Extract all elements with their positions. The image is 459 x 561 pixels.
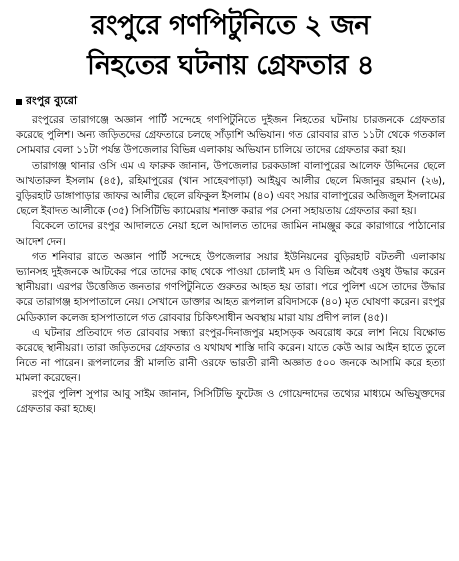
dateline (16, 92, 445, 111)
article-paragraph: তারাগঞ্জ থানার ওসি এম এ ফারুক জানান, উপজেলার চরকডাঙ্গা বালাপুরের আলেফ উদ্দিনের ছেলে আখতারুল ইসলাম (৪৫), রহিমাপুরের (খান সাহেবপাড়া) আইয়ুব আলীর ছেলে মিজানুর রহমান (২৬), বুড়িরহাট ডাঙ্গাপাড়ার জাফর আলীর ছেলে রফিকুল ইসলাম (৪০) এবং সয়ার বালাপুরের অজিজুল ইসলামের ছেলে ইবাদত আলীকে (৩৫) সিসিটিভি ক্যামেরায় শনাক্ত করার পর সেনা সহায়তায় গ্রেফতার করা হয়। (16, 159, 445, 218)
article-body (16, 113, 445, 417)
article-paragraph: রংপুর পুলিশ সুপার আবু সাইম জানান, সিসিটিভি ফুটেজ ও গোয়েন্দাদের তথ্যের মাধ্যমে অভিযুক্তদের গ্রেফতার করা হচ্ছে। (16, 387, 445, 415)
headline-line-2: নিহতের ঘটনায় গ্রেফতার ৪ (87, 50, 374, 81)
article-paragraph: বিকেলে তাদের রংপুর আদালতে নেয়া হলে আদালত তাদের জামিন নামঞ্জুর করে কারাগারে পাঠানোর আদেশ দেন। (16, 220, 445, 248)
article-paragraph: রংপুরের তারাগঞ্জে অজ্ঞান পার্টি সন্দেহে গণপিটুনিতে দুইজন নিহতের ঘটনায় চারজনকে গ্রেফতার করেছে পুলিশ। অন্য জড়িতদের গ্রেফতারে চলছে সাঁড়াশি অভিযান। গত রোববার রাত ১১টা থেকে গতকাল সোমবার বেলা ১১টা পর্যন্ত উপজেলার বিভিন্ন এলাকায় অভিযান চালিয়ে তাদের গ্রেফতার করা হয়। (16, 114, 445, 157)
dateline-text: রংপুর ব্যুরো (26, 94, 78, 107)
article-paragraph: গত শনিবার রাতে অজ্ঞান পার্টি সন্দেহে উপজেলার সয়ার ইউনিয়নের বুড়িরহাট বটতলী এলাকায় ভ্যানসহ দুইজনকে আটকের পরে তাদের কাছ থেকে পাওয়া চোলাই মদ ও বিভিন্ন অবৈধ ওষুধ উদ্ধার করেন স্থানীয়রা। এরপর উত্তেজিত জনতার গণপিটুনিতে গুরুতর আহত হয় তারা। পরে পুলিশ এসে তাদের উদ্ধার করে তারাগঞ্জ হাসপাতালে নেয়। সেখানে ডাক্তার আহত রূপলাল রবিদাসকে (৪০) মৃত ঘোষণা করেন। রংপুর মেডিক্যাল কলেজ হাসপাতালে গত রোববার চিকিৎসাধীন অবস্থায় মারা যায় প্রদীপ লাল (৪৫)। (16, 250, 445, 324)
square-bullet-icon (16, 99, 22, 105)
article-paragraph: এ ঘটনার প্রতিবাদে গত রোববার সন্ধ্যা রংপুর-দিনাজপুর মহাসড়ক অবরোধ করে লাশ নিয়ে বিক্ষোভ করেছে স্থানীয়রা। তারা জড়িতদের গ্রেফতার ও যথাযথ শাস্তি দাবি করেন। যাতে কেউ আর আইন হাতে তুলে নিতে না পারেন। রূপলালের স্ত্রী মালতি রানী ওরফে ভারতী রানী অজ্ঞাত ৫০০ জনকে আসামি করে হত্যা মামলা করেছেন। (16, 326, 445, 385)
headline-line-1: রংপুরে গণপিটুনিতে ২ জন (91, 10, 370, 41)
headline (16, 6, 445, 86)
